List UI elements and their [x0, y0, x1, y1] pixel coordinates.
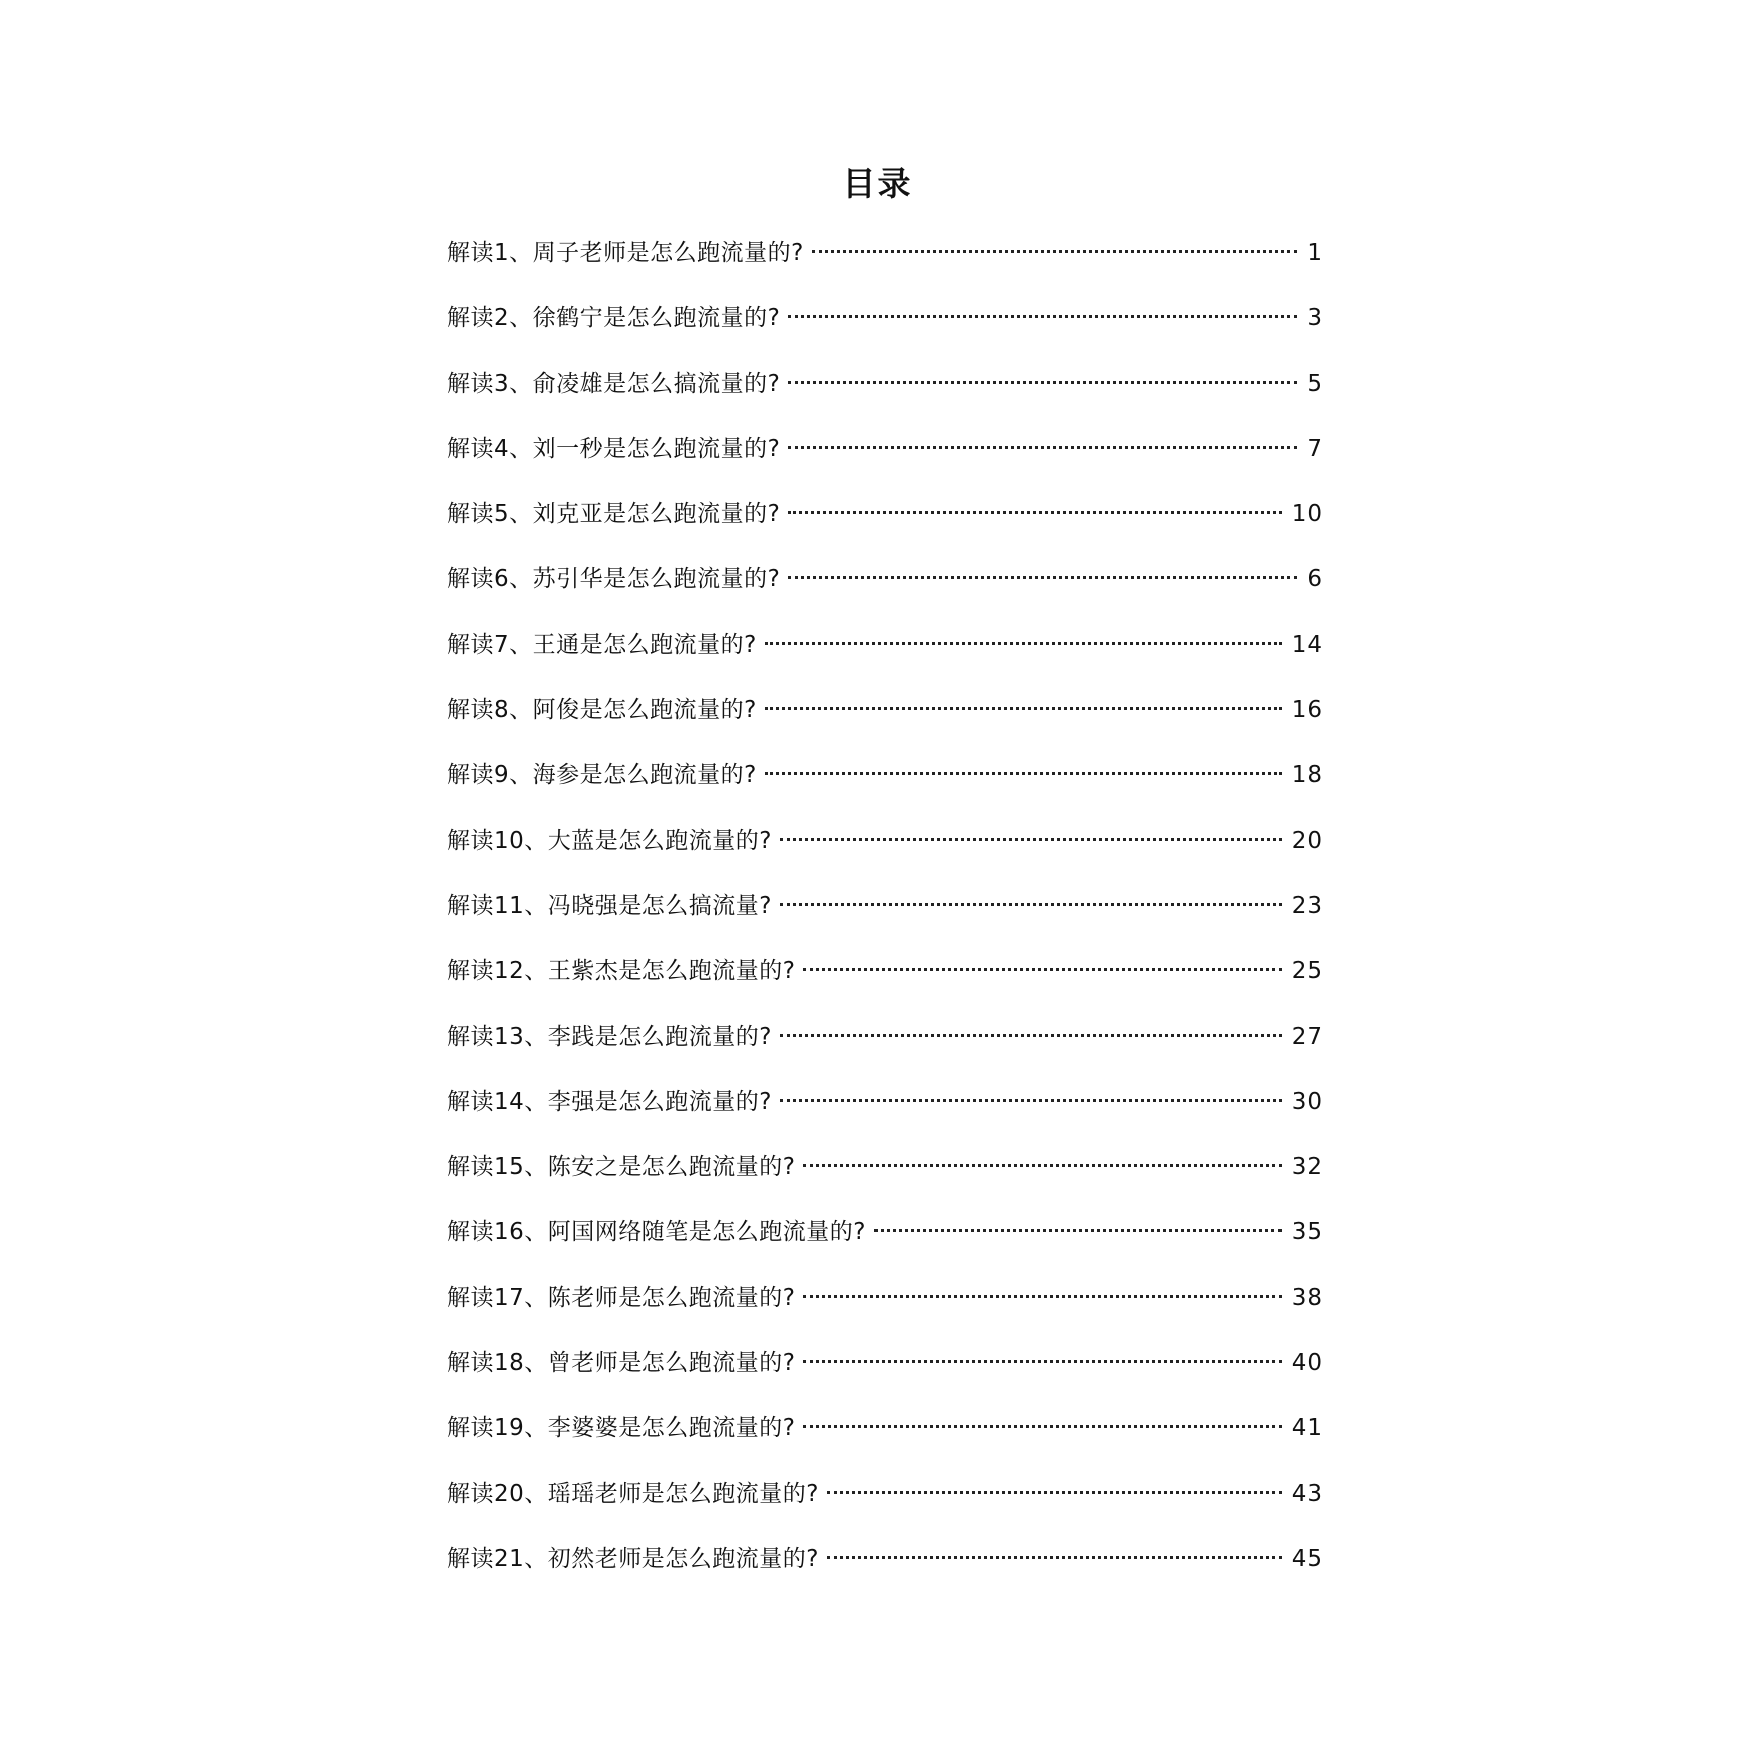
toc-dot-leader [827, 1556, 1282, 1559]
toc-dot-leader [803, 968, 1281, 971]
toc-dot-leader [788, 446, 1297, 449]
toc-dot-leader [780, 903, 1282, 906]
toc-page-number: 23 [1291, 892, 1323, 919]
toc-page-number: 6 [1307, 566, 1323, 593]
toc-dot-leader [803, 1425, 1281, 1428]
toc-entry-label: 解读21、初然老师是怎么跑流量的? [447, 1545, 819, 1572]
toc-page-number: 32 [1291, 1154, 1323, 1181]
toc-entry-label: 解读5、刘克亚是怎么跑流量的? [447, 501, 781, 528]
toc-entry-label: 解读8、阿俊是怎么跑流量的? [447, 697, 757, 724]
toc-page-number: 10 [1291, 501, 1323, 528]
toc-dot-leader [780, 1099, 1282, 1102]
toc-page-number: 45 [1291, 1545, 1323, 1572]
toc-entry-label: 解读15、陈安之是怎么跑流量的? [447, 1154, 796, 1181]
toc-page-number: 7 [1307, 435, 1323, 462]
toc-page-number: 30 [1291, 1088, 1323, 1115]
toc-entry-label: 解读6、苏引华是怎么跑流量的? [447, 566, 781, 593]
toc-dot-leader [765, 772, 1282, 775]
toc-entry-label: 解读9、海参是怎么跑流量的? [447, 762, 757, 789]
toc-dot-leader [765, 642, 1282, 645]
toc-entry-label: 解读1、周子老师是怎么跑流量的? [447, 240, 804, 266]
toc-dot-leader [803, 1295, 1281, 1298]
toc-entry[interactable] [447, 885, 1323, 950]
toc-page-number: 41 [1291, 1415, 1323, 1442]
toc-entry[interactable] [447, 1081, 1323, 1146]
toc-page-number: 5 [1307, 370, 1323, 397]
toc-entry-label: 解读7、王通是怎么跑流量的? [447, 631, 757, 658]
toc-entry[interactable] [447, 363, 1323, 428]
toc-entry-label: 解读10、大蓝是怎么跑流量的? [447, 827, 772, 854]
toc-dot-leader [788, 381, 1297, 384]
toc-dot-leader [765, 707, 1282, 710]
toc-entry-label: 解读12、王紫杰是怎么跑流量的? [447, 958, 796, 985]
toc-dot-leader [874, 1229, 1282, 1232]
toc-entry[interactable] [447, 558, 1323, 623]
toc-entry-label: 解读20、瑶瑶老师是怎么跑流量的? [447, 1480, 819, 1507]
toc-page-number: 14 [1291, 631, 1323, 658]
toc-entry[interactable] [447, 1473, 1323, 1538]
toc-dot-leader [812, 250, 1298, 253]
toc-page-number: 25 [1291, 958, 1323, 985]
toc-page-number: 3 [1307, 305, 1323, 332]
toc-page-number: 40 [1291, 1350, 1323, 1377]
toc-entry[interactable] [447, 689, 1323, 754]
toc-dot-leader [780, 838, 1282, 841]
toc-page-number: 16 [1291, 697, 1323, 724]
toc-entry[interactable] [447, 232, 1323, 297]
toc-title: 目录 [842, 164, 913, 203]
toc-entry[interactable] [447, 1538, 1323, 1603]
toc-page-number: 18 [1291, 762, 1323, 789]
toc-entry-label: 解读16、阿国网络随笔是怎么跑流量的? [447, 1219, 866, 1246]
toc-entry[interactable] [447, 1342, 1323, 1407]
toc-dot-leader [788, 576, 1297, 579]
toc-entry-label: 解读11、冯晓强是怎么搞流量? [447, 892, 772, 919]
toc-entry[interactable] [447, 493, 1323, 558]
toc-entry[interactable] [447, 624, 1323, 689]
toc-entry-label: 解读19、李婆婆是怎么跑流量的? [447, 1415, 796, 1442]
toc-page-number: 20 [1291, 827, 1323, 854]
toc-dot-leader [788, 511, 1281, 514]
toc-dot-leader [803, 1164, 1281, 1167]
toc-entry-label: 解读3、俞凌雄是怎么搞流量的? [447, 370, 781, 397]
toc-entry-label: 解读14、李强是怎么跑流量的? [447, 1088, 772, 1115]
toc-dot-leader [827, 1491, 1282, 1494]
toc-entry[interactable] [447, 1277, 1323, 1342]
toc-page-number: 43 [1291, 1480, 1323, 1507]
toc-dot-leader [788, 315, 1297, 318]
toc-entry[interactable] [447, 820, 1323, 885]
toc-dot-leader [780, 1034, 1282, 1037]
toc-entry[interactable] [447, 950, 1323, 1015]
toc-entry[interactable] [447, 428, 1323, 493]
toc-dot-leader [803, 1360, 1281, 1363]
toc-entry-label: 解读18、曾老师是怎么跑流量的? [447, 1350, 796, 1377]
toc-page-number: 35 [1291, 1219, 1323, 1246]
toc-entry[interactable] [447, 1211, 1323, 1276]
toc-entry-label: 解读2、徐鹤宁是怎么跑流量的? [447, 305, 781, 332]
toc-page-number: 27 [1291, 1023, 1323, 1050]
toc-entry[interactable] [447, 754, 1323, 819]
toc-entry[interactable] [447, 297, 1323, 362]
toc-entry[interactable] [447, 1407, 1323, 1472]
toc-list [447, 232, 1323, 1603]
toc-entry-label: 解读4、刘一秒是怎么跑流量的? [447, 435, 781, 462]
toc-entry-label: 解读13、李践是怎么跑流量的? [447, 1023, 772, 1050]
toc-entry[interactable] [447, 1016, 1323, 1081]
toc-entry-label: 解读17、陈老师是怎么跑流量的? [447, 1284, 796, 1311]
toc-page-number: 1 [1307, 240, 1323, 266]
toc-entry[interactable] [447, 1146, 1323, 1211]
toc-page-number: 38 [1291, 1284, 1323, 1311]
